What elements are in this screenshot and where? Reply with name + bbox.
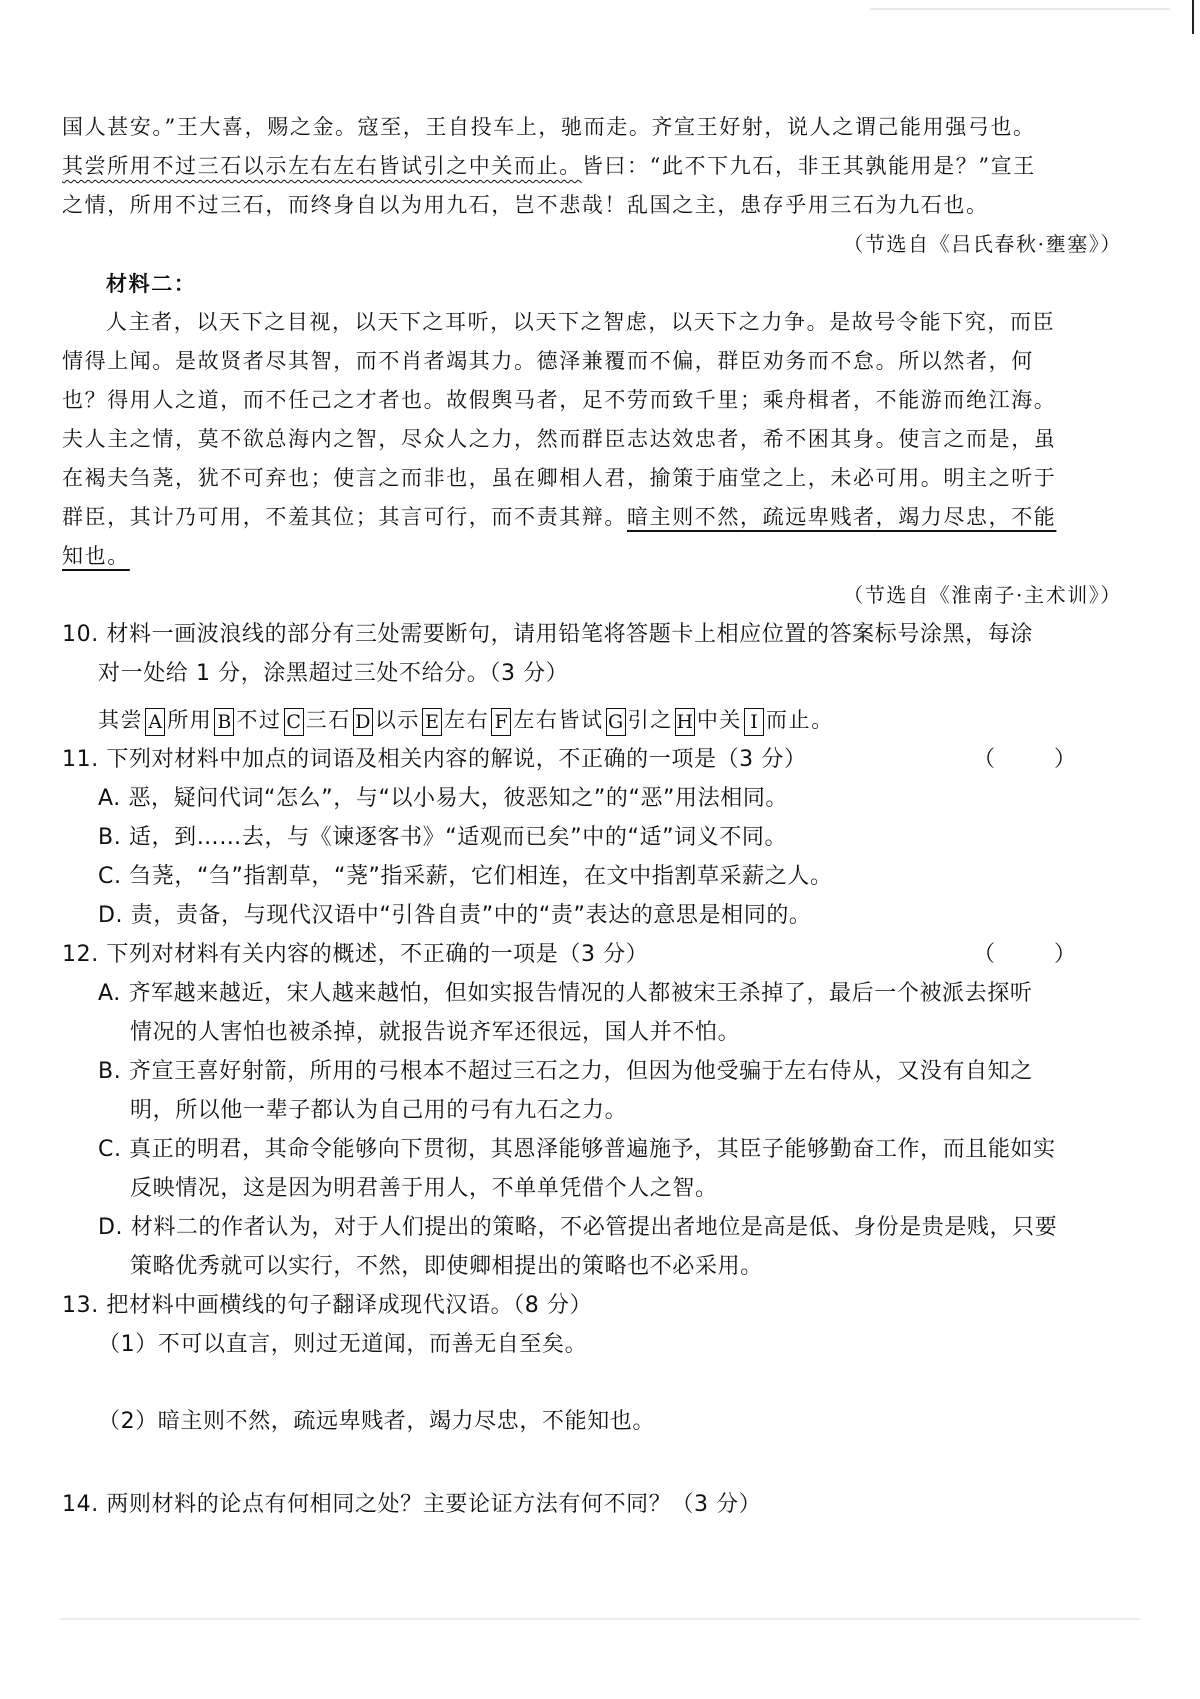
scan-edge-mark	[870, 8, 1170, 10]
material2-source: （节选自《淮南子·主术训》）	[843, 583, 1122, 607]
question-11-stem: 11. 下列对材料中加点的词语及相关内容的解说，不正确的一项是（3 分）	[62, 747, 807, 772]
sentence-segment: 中关	[696, 708, 743, 732]
question-12-option-d: D. 材料二的作者认为，对于人们提出的策略，不必管提出者地位是高是低、身份是贵是贱，只要	[98, 1215, 1058, 1240]
question-11-option-d: D. 责，责备，与现代汉语中“引咎自责”中的“责”表达的意思是相同的。	[98, 903, 812, 928]
material1-line: 之情，所用不过三石，而终身自以为用九石，岂不悲哉！乱国之主，患存乎用三石为九石也。	[62, 193, 989, 217]
underlined-sentence: 知也。	[62, 544, 130, 568]
material2-heading: 材料二：	[106, 271, 197, 296]
material2-line: 在褐夫刍荛，犹不可弃也；使言之而非也，虽在卿相人君，揄策于庙堂之上，未必可用。明主之听于	[62, 466, 1057, 490]
question-11-option-b: B. 适，到……去，与《谏逐客书》“适观而已矣”中的“适”词义不同。	[98, 825, 788, 850]
question-14-stem: 14. 两则材料的论点有何相同之处？主要论证方法有何不同？（3 分）	[62, 1492, 762, 1517]
answer-paren[interactable]: （ ）	[973, 942, 1102, 967]
answer-mark-box[interactable]: D	[353, 708, 373, 736]
sentence-segment: 引之	[627, 708, 673, 732]
question-12-option-c: C. 真正的明君，其命令能够向下贯彻，其恩泽能够普遍施予，其臣子能够勤奋工作，而且能如实	[98, 1137, 1056, 1162]
question-12-option-a-cont: 情况的人害怕也被杀掉，就报告说齐军还很远，国人并不怕。	[130, 1020, 741, 1045]
page-text	[62, 108, 1122, 1524]
question-11-option-c: C. 刍荛，“刍”指割草，“荛”指采薪，它们相连，在文中指割草采薪之人。	[98, 864, 833, 889]
question-13-sentence-2: （2）暗主则不然，疏远卑贱者，竭力尽忠，不能知也。	[98, 1409, 655, 1434]
material1-line	[62, 147, 1122, 186]
question-12-stem-row	[62, 935, 1122, 974]
question-10-stem: 10. 材料一画波浪线的部分有三处需要断句，请用铅笔将答题卡上相应位置的答案标号涂黑，每涂	[62, 622, 1033, 647]
answer-space[interactable]	[62, 1441, 1122, 1485]
answer-mark-box[interactable]: B	[214, 708, 234, 736]
sentence-segment: 三石	[305, 708, 351, 732]
sentence-segment: 不过	[236, 708, 282, 732]
sentence-segment: 左右皆试	[513, 708, 604, 732]
question-13-sentence-1: （1）不可以直言，则过无道闻，而善无自至矣。	[98, 1332, 588, 1357]
answer-mark-box[interactable]: H	[675, 708, 695, 736]
question-12-option-b-cont: 明，所以他一辈子都认为自己用的弓有九石之力。	[130, 1098, 628, 1123]
question-10-stem: 对一处给 1 分，涂黑超过三处不给分。（3 分）	[98, 661, 569, 686]
scan-edge-mark	[1192, 0, 1194, 34]
underlined-sentence: 暗主则不然，疏远卑贱者，竭力尽忠，不能	[627, 505, 1057, 529]
material2-line	[62, 537, 1122, 576]
answer-mark-box[interactable]: A	[145, 708, 165, 736]
wavy-underlined-passage: 其尝所用不过三石以示左右左右皆试引之中关而止。	[62, 154, 582, 178]
answer-paren[interactable]: （ ）	[973, 747, 1102, 772]
answer-mark-box[interactable]: G	[606, 708, 626, 736]
material2-line: 人主者，以天下之目视，以天下之耳听，以天下之智虑，以天下之力争。是故号令能下究，而臣	[106, 310, 1056, 334]
material2-line-plain: 群臣，其计乃可用，不羞其位；其言可行，而不责其辩。	[62, 505, 627, 529]
sentence-segment: 左右	[444, 708, 490, 732]
question-10-segmented-sentence	[62, 701, 1122, 740]
material2-line: 情得上闻。是故贤者尽其智，而不肖者竭其力。德泽兼覆而不偏，群臣劝务而不怠。所以然者，何	[62, 349, 1034, 373]
material1-line: 国人甚安。”王大喜，赐之金。寇至，王自投车上，驰而走。齐宣王好射，说人之谓己能用强弓也。	[62, 115, 1036, 139]
material1-source: （节选自《吕氏春秋·壅塞》）	[843, 232, 1122, 256]
question-12-stem: 12. 下列对材料有关内容的概述，不正确的一项是（3 分）	[62, 942, 649, 967]
sentence-segment: 其尝	[98, 708, 144, 732]
material2-line: 夫人主之情，莫不欲总海内之智，尽众人之力，然而群臣志达效忠者，希不困其身。使言之而是，虽	[62, 427, 1057, 451]
answer-mark-box[interactable]: I	[744, 708, 764, 736]
question-11-stem-row	[62, 740, 1122, 779]
question-13-stem: 13. 把材料中画横线的句子翻译成现代汉语。（8 分）	[62, 1293, 593, 1318]
material2-line	[62, 498, 1122, 537]
material1-line-rest: 皆曰：“此不下九石，非王其孰能用是？”宣王	[581, 154, 1036, 178]
answer-mark-box[interactable]: F	[491, 708, 511, 736]
answer-space[interactable]	[62, 1364, 1122, 1402]
scan-edge-mark	[60, 1618, 1140, 1620]
sentence-segment: 而止。	[766, 708, 834, 732]
question-12-option-d-cont: 策略优秀就可以实行，不然，即使卿相提出的策略也不必采用。	[130, 1254, 763, 1279]
sentence-segment: 以示	[374, 708, 421, 732]
sentence-segment: 所用	[167, 708, 213, 732]
question-12-option-a: A. 齐军越来越近，宋人越来越怕，但如实报告情况的人都被宋王杀掉了，最后一个被派去探听	[98, 981, 1033, 1006]
question-12-option-c-cont: 反映情况，这是因为明君善于用人，不单单凭借个人之智。	[130, 1176, 718, 1201]
question-12-option-b: B. 齐宣王喜好射箭，所用的弓根本不超过三石之力，但因为他受骗于左右侍从，又没有自知之	[98, 1059, 1033, 1084]
answer-mark-box[interactable]: C	[284, 708, 304, 736]
material2-line: 也？得用人之道，而不任己之才者也。故假舆马者，足不劳而致千里；乘舟楫者，不能游而绝江海。	[62, 388, 1057, 412]
question-11-option-a: A. 恶，疑问代词“怎么”，与“以小易大，彼恶知之”的“恶”用法相同。	[98, 786, 789, 811]
answer-mark-box[interactable]: E	[422, 708, 442, 736]
